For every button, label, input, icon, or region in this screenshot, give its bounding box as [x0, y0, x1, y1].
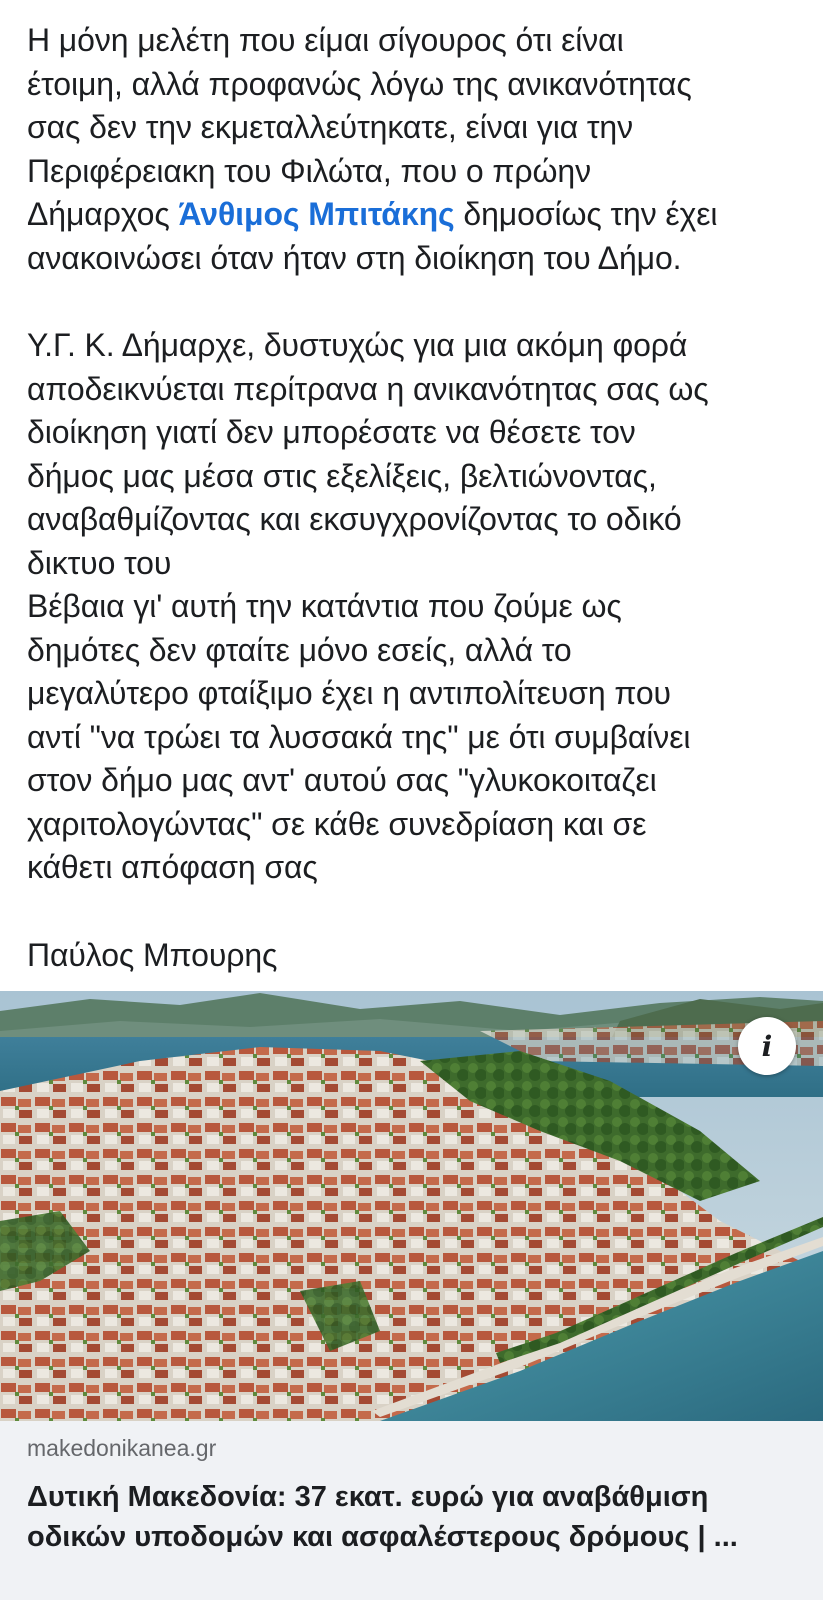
post-line: ανακοινώσει όταν ήταν στη διοίκηση του Δήμο. — [27, 239, 682, 276]
post-line: Περιφέρειακη του Φιλώτα, που ο πρώην — [27, 152, 591, 189]
post-line: δικτυο του — [27, 544, 172, 581]
post-line: σας δεν την εκμεταλλεύτηκατε, είναι για την — [27, 109, 634, 145]
post-line: έτοιμη, αλλά προφανώς λόγω της ανικανότητας — [27, 65, 692, 102]
post-line: Βέβαια γι' αυτή την κατάντια που ζούμε ως — [27, 588, 622, 624]
link-preview-card[interactable] — [0, 991, 823, 1600]
post-text-segment: δημοσίως την έχει — [454, 196, 718, 232]
post-line: δήμος μας μέσα στις εξελίξεις, βελτιώνοντας, — [27, 457, 657, 494]
paragraph-gap — [27, 890, 817, 934]
post-line: στον δήμο μας αντ' αυτού σας "γλυκοκοιταζει — [27, 762, 657, 798]
post-text — [27, 19, 817, 977]
link-title — [27, 1477, 807, 1557]
link-domain: makedonikanea.gr — [27, 1435, 217, 1461]
post-line: μεγαλύτερο φταίξιμο έχει η αντιπολίτευση που — [27, 675, 671, 711]
paragraph-gap — [27, 280, 817, 324]
link-title-line: οδικών υποδομών και ασφαλέστερους δρόμους | ... — [27, 1521, 738, 1553]
post-line: αντί "να τρώει τα λυσσακά της" με ότι συμβαίνει — [27, 718, 691, 755]
post-line: αναβαθμίζοντας και εκσυγχρονίζοντας το οδικό — [27, 501, 682, 537]
post-line: Η μόνη μελέτη που είμαι σίγουρος ότι είναι — [27, 22, 624, 58]
post-line: δημότες δεν φταίτε μόνο εσείς, αλλά το — [27, 631, 572, 668]
info-button[interactable]: i — [738, 1017, 796, 1075]
link-meta[interactable] — [27, 1431, 807, 1557]
post-line: διοίκηση γιατί δεν μπορέσατε να θέσετε τον — [27, 414, 636, 450]
aerial-town-lake-illustration — [0, 991, 823, 1421]
post-line: Υ.Γ. Κ. Δήμαρχε, δυστυχώς για μια ακόμη φορά — [27, 327, 688, 363]
mention-link[interactable]: Άνθιμος Μπιτάκης — [178, 196, 455, 232]
post-line: κάθετι απόφαση σας — [27, 849, 318, 885]
post-signature: Παύλος Μπουρης — [27, 936, 278, 973]
link-title-line: Δυτική Μακεδονία: 37 εκατ. ευρώ για αναβάθμιση — [27, 1481, 709, 1513]
post-line — [27, 193, 817, 237]
link-preview-image[interactable] — [0, 991, 823, 1421]
post-line: αποδεικνύεται περίτρανα η ανικανότητας σας ως — [27, 370, 709, 407]
post-line: χαριτολογώντας" σε κάθε συνεδρίαση και σε — [27, 805, 647, 842]
post-text-segment: Δήμαρχος — [27, 196, 179, 232]
